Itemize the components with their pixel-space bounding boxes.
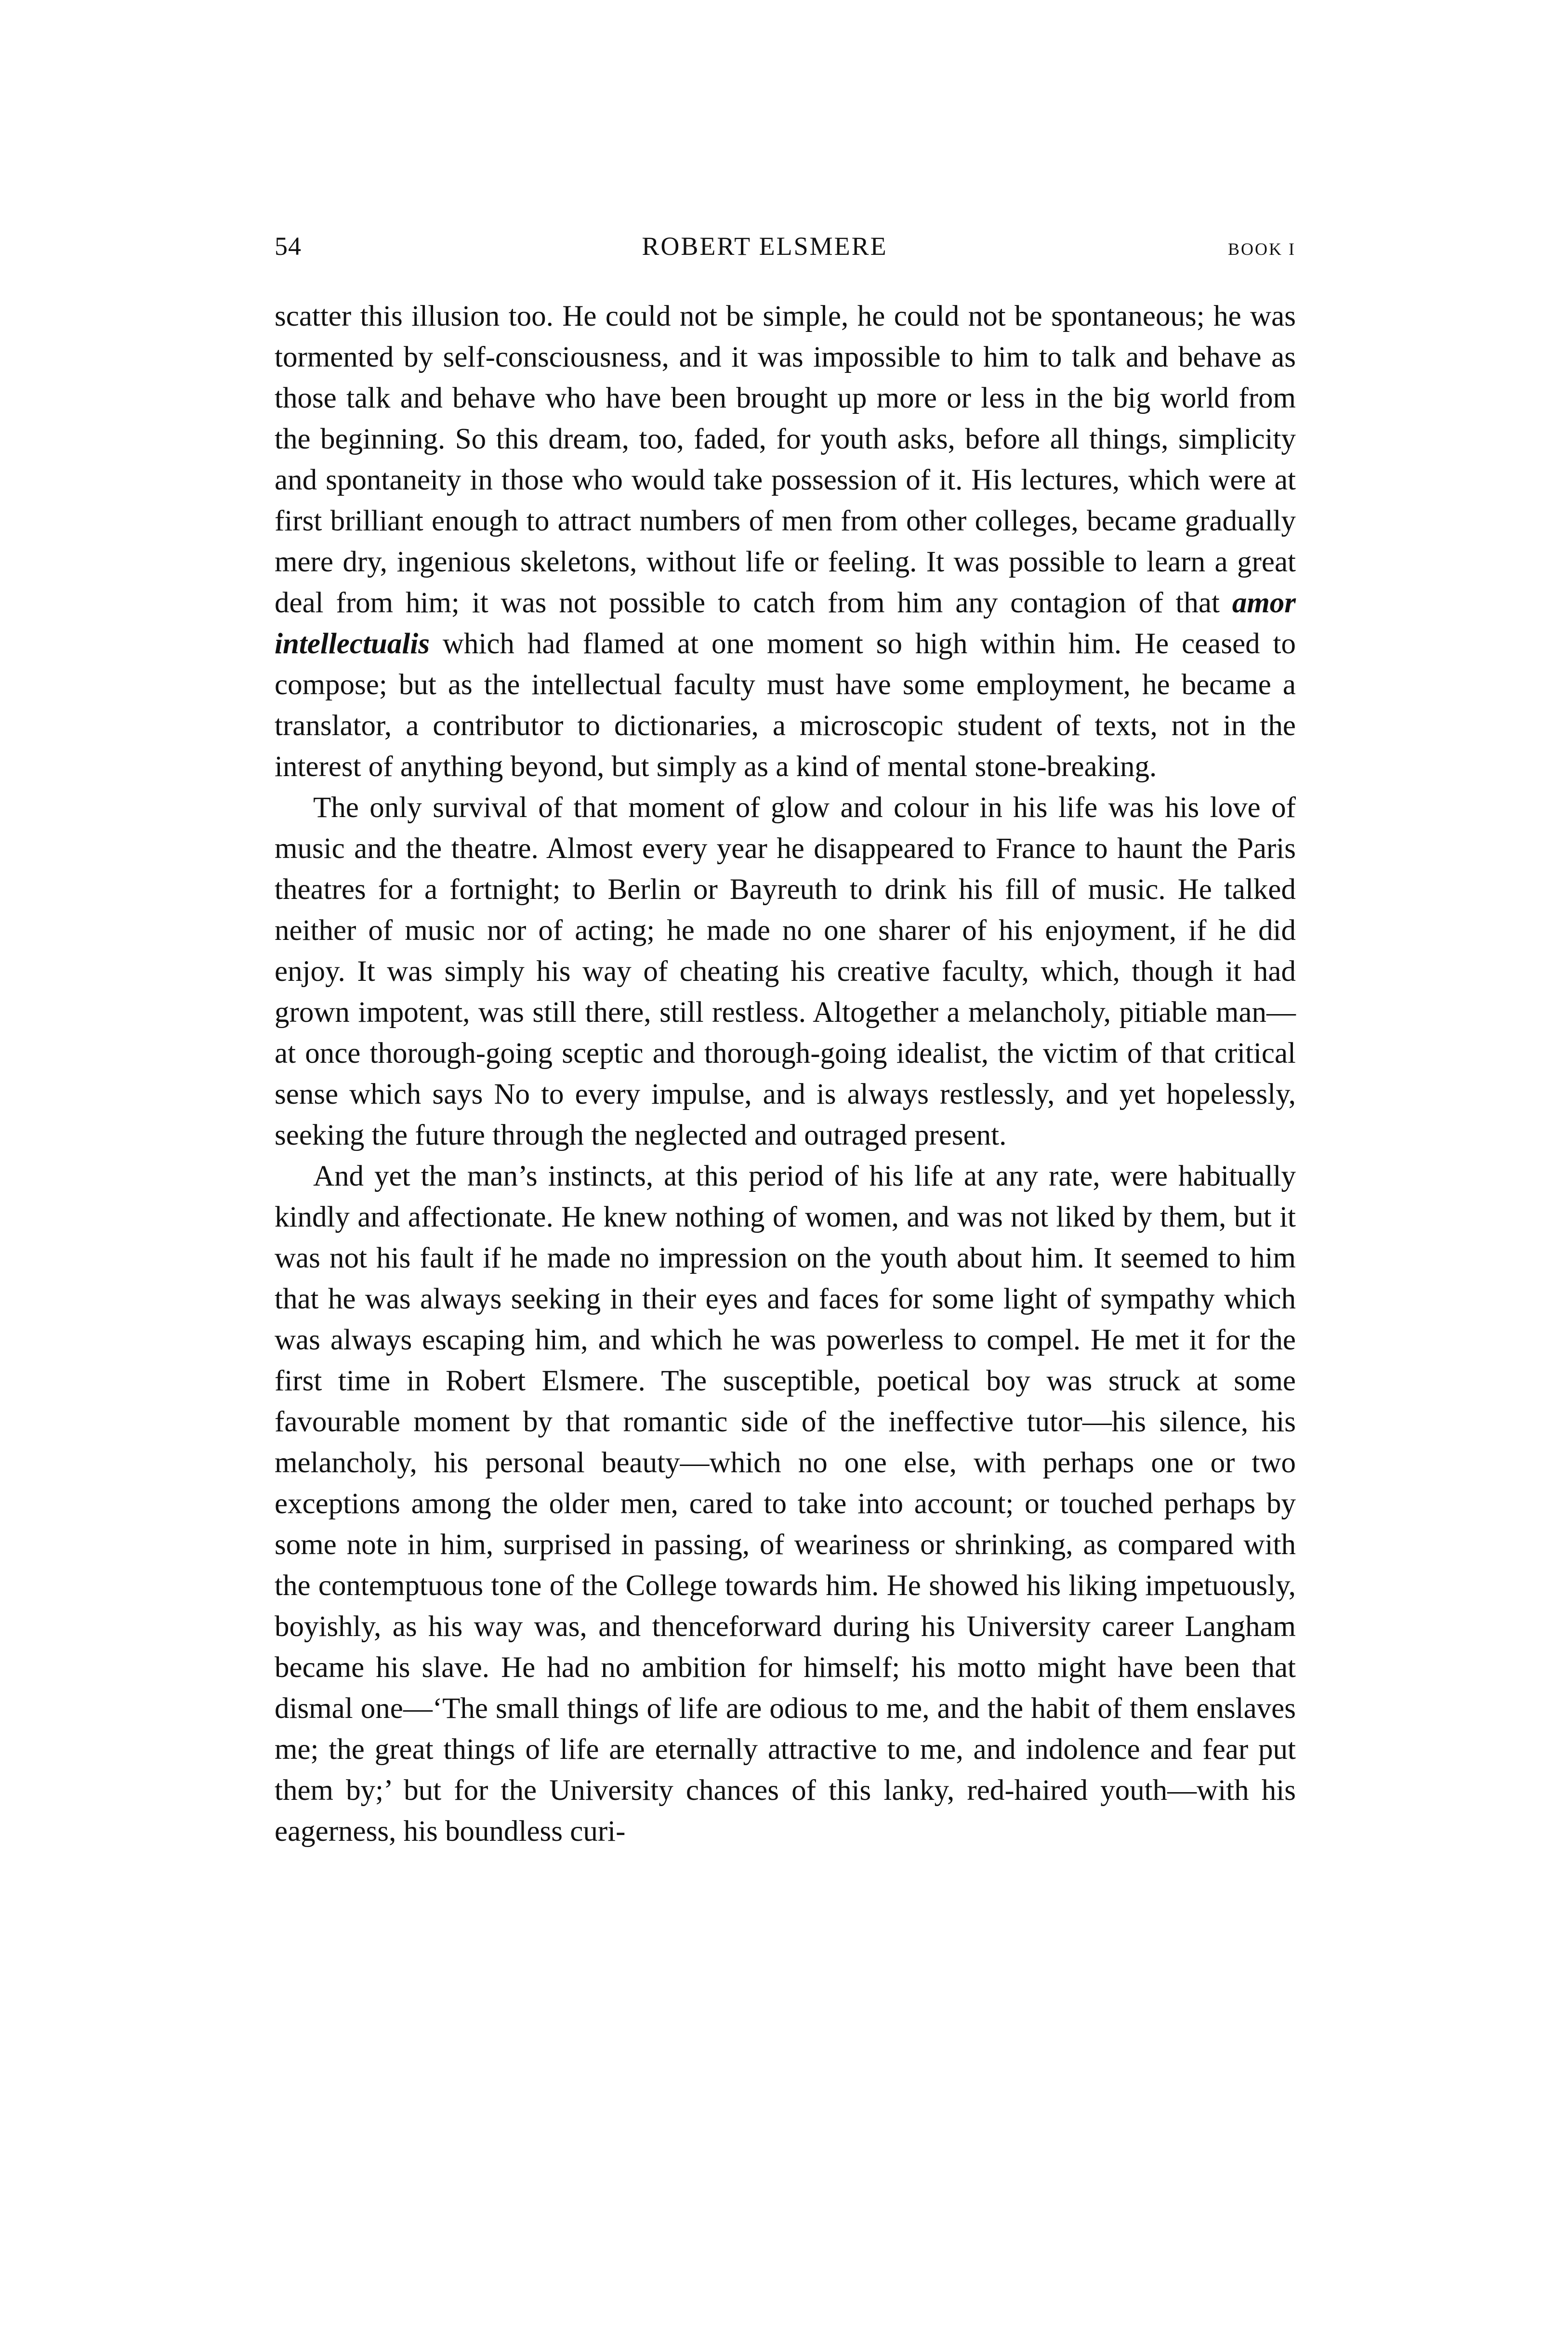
paragraph-1-end: which had flamed at one moment so high within him. He ceased to compose; but as the intellectual faculty must have some employment, he became a translator, a contributor to dictionaries, a microscopic student of texts, not in the interest of anything beyond, but simply as a kind of mental stone-breaking.	[275, 628, 1296, 783]
paragraph-1-start: scatter this illusion too. He could not be simple, he could not be spontaneous; he was tormented by self-consciousness, and it was impossible to him to talk and behave as those talk and behave who have been brought up more or less in the big world from the beginning. So this dream, too, faded, for youth asks, before all things, simplicity and spontaneity in those who would take possession of it. His lectures, which were at first brilliant enough to attract numbers of men from other colleges, became gradually mere dry, ingenious skeletons, without life or feeling. It was possible to learn a great deal from him; it was not possible to catch from him any contagion of that	[275, 300, 1296, 619]
page-number: 54	[275, 232, 302, 261]
paragraph-3: And yet the man’s instincts, at this period of his life at any rate, were habitually kindly and affectionate. He knew nothing of women, and was not liked by them, but it was not his fault if he made no impression on the youth about him. It seemed to him that he was always seeking in their eyes and faces for some light of sympathy which was always escaping him, and which he was powerless to compel. He met it for the first time in Robert Elsmere. The susceptible, poetical boy was struck at some favourable moment by that romantic side of the ineffective tutor—his silence, his melancholy, his personal beauty—which no one else, with perhaps one or two exceptions among the older men, cared to take into account; or touched perhaps by some note in him, surprised in passing, of weariness or shrinking, as compared with the contemptuous tone of the College towards him. He showed his liking impetuously, boyishly, as his way was, and thenceforward during his University career Langham became his slave. He had no ambition for himself; his motto might have been that dismal one—‘The small things of life are odious to me, and the habit of them enslaves me; the great things of life are eternally attractive to me, and indolence and fear put them by;’ but for the University chances of this lanky, red-haired youth—with his eagerness, his boundless curi-	[275, 1160, 1296, 1848]
book-number: BOOK I	[1228, 239, 1296, 259]
running-title: ROBERT ELSMERE	[642, 232, 888, 261]
paragraph-1	[275, 296, 1296, 787]
book-page	[275, 231, 1296, 1852]
paragraph-2: The only survival of that moment of glow and colour in his life was his love of music and the theatre. Almost every year he disappeared to France to haunt the Paris theatres for a fortnight; to Berlin or Bayreuth to drink his fill of music. He talked neither of music nor of acting; he made no one sharer of his enjoyment, if he did enjoy. It was simply his way of cheating his creative faculty, which, though it had grown impotent, was still there, still restless. Altogether a melancholy, pitiable man—at once thorough-going sceptic and thorough-going idealist, the victim of that critical sense which says No to every impulse, and is always restlessly, and yet hopelessly, seeking the future through the neglected and outraged present.	[275, 792, 1296, 1151]
running-head	[275, 231, 1296, 261]
body-text	[275, 296, 1296, 1852]
latin-phrase: amor intellectualis	[275, 587, 1296, 660]
